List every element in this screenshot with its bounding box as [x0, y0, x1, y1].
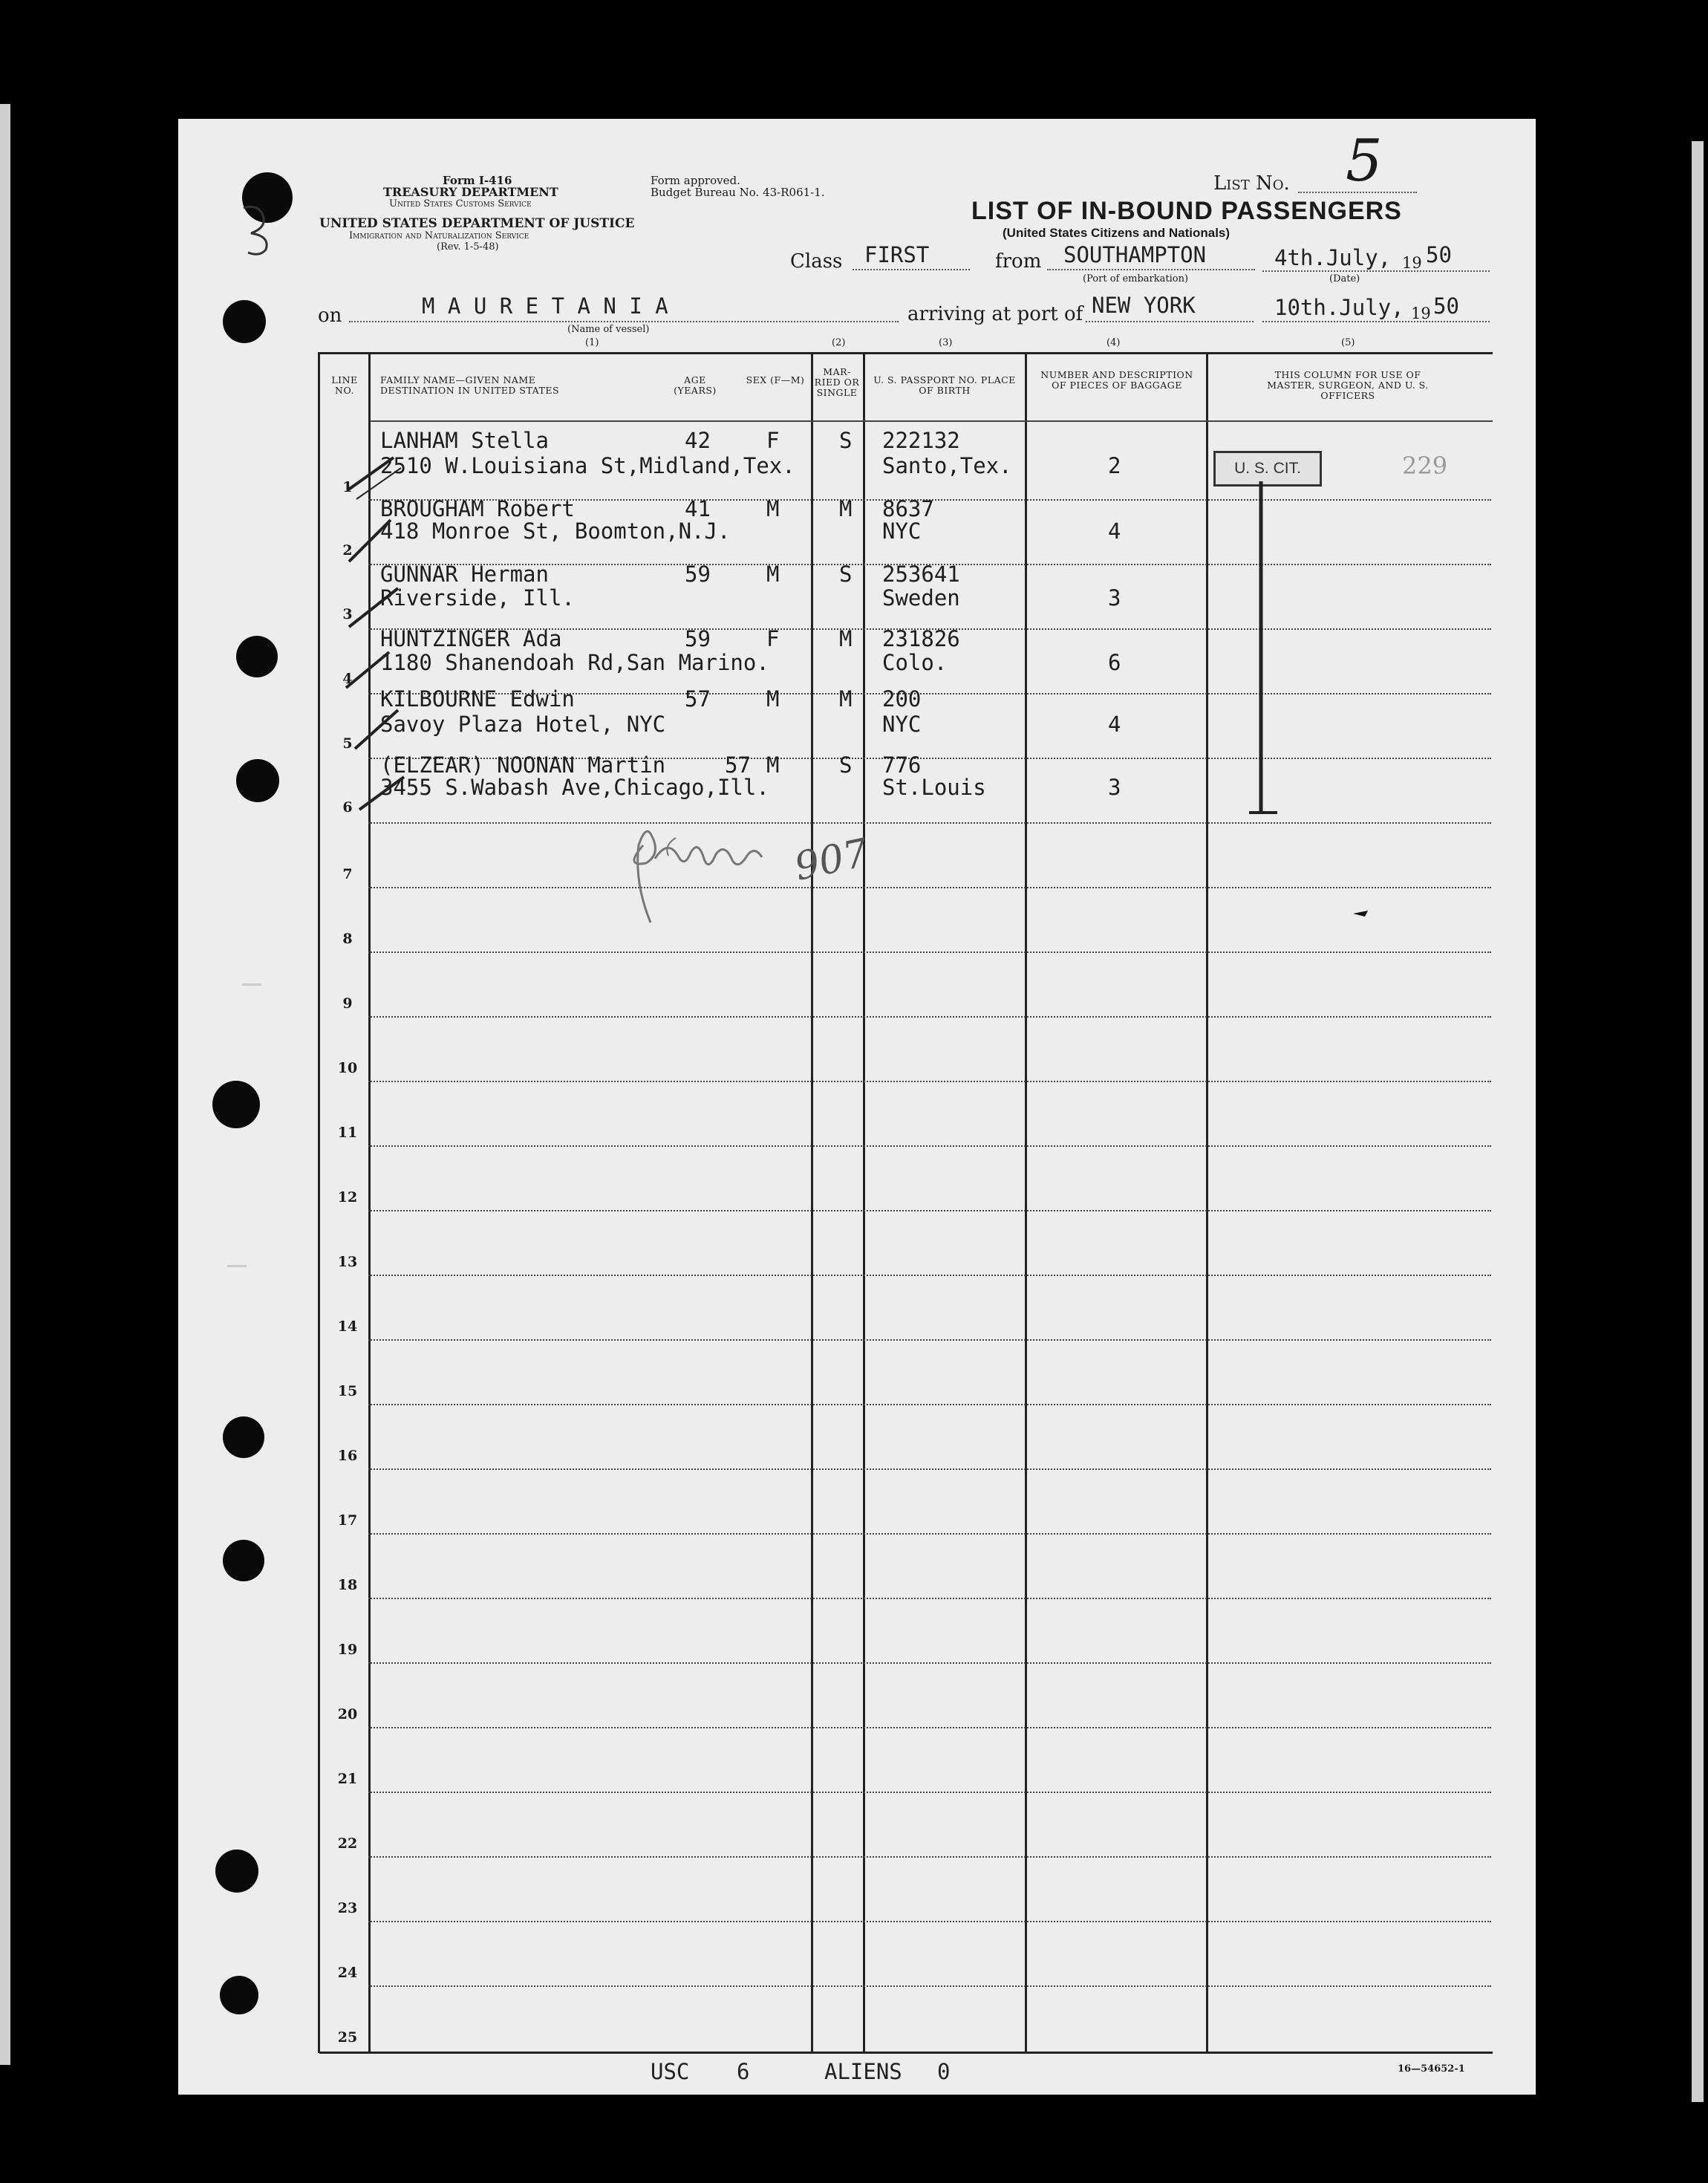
port-embarkation-caption: (Port of embarkation) — [1083, 273, 1189, 284]
treasury-department: TREASURY DEPARTMENT — [383, 185, 558, 199]
passenger-status: M — [839, 496, 853, 521]
header-passport: U. S. PASSPORT NO. PLACE OF BIRTH — [873, 374, 1016, 396]
line-number: 10 — [337, 1060, 358, 1076]
passenger-age: 42 — [685, 428, 711, 453]
line-number: 19 — [337, 1642, 358, 1658]
department-of-justice: UNITED STATES DEPARTMENT OF JUSTICE — [319, 216, 635, 231]
passenger-age: 59 — [685, 626, 711, 651]
line-number: 23 — [337, 1900, 358, 1916]
arrival-year: 50 — [1433, 293, 1459, 319]
binder-hole — [223, 1540, 264, 1581]
passenger-sex: M — [766, 562, 780, 587]
line-number: 22 — [337, 1835, 358, 1852]
left-edge-strip — [0, 104, 10, 2065]
baggage-count: 4 — [1108, 712, 1121, 737]
header-family-name: FAMILY NAME—GIVEN NAME DESTINATION IN UNITED STATES — [380, 374, 560, 396]
passenger-name: (ELZEAR) NOONAN Martin — [380, 752, 666, 778]
class-value: FIRST — [864, 242, 930, 267]
edge-speck — [242, 983, 261, 986]
passport-number: 231826 — [882, 626, 960, 651]
row-separator — [368, 1533, 1491, 1535]
row-separator — [368, 1792, 1491, 1793]
passenger-sex: M — [766, 752, 780, 778]
citizen-bracket — [1248, 481, 1285, 817]
budget-bureau: Budget Bureau No. 43-R061-1. — [651, 186, 825, 199]
passenger-name: GUNNAR Herman — [380, 562, 549, 587]
binder-hole — [223, 1416, 264, 1458]
line-number: 17 — [337, 1512, 358, 1529]
passenger-status: S — [839, 428, 853, 453]
line-number: 1 — [342, 479, 353, 495]
list-no-value: 5 — [1346, 128, 1383, 195]
column-ref-2: (2) — [832, 337, 846, 348]
binder-hole — [212, 1081, 260, 1128]
date-caption: (Date) — [1329, 273, 1360, 284]
column-ref-4: (4) — [1106, 337, 1121, 348]
header-baggage: NUMBER AND DESCRIPTION OF PIECES OF BAGGAGE — [1040, 369, 1193, 391]
margin-scribble — [238, 201, 290, 260]
row-separator — [368, 1598, 1491, 1599]
baggage-count: 4 — [1108, 518, 1121, 544]
departure-date: 4th.July, — [1274, 245, 1392, 270]
line-number: 14 — [337, 1318, 358, 1335]
form-approved: Form approved. — [651, 174, 740, 187]
passenger-address: 418 Monroe St, Boomton,N.J. — [380, 518, 731, 544]
edge-speck — [227, 1265, 247, 1267]
passenger-address: Riverside, Ill. — [380, 585, 575, 611]
vessel-caption: (Name of vessel) — [567, 324, 650, 335]
column-ref-3: (3) — [939, 337, 953, 348]
passenger-status: M — [839, 626, 853, 651]
place-of-birth: Colo. — [882, 650, 948, 675]
passenger-status: S — [839, 562, 853, 587]
handwritten-note: 907 — [790, 830, 873, 890]
table-bottom-border — [319, 2052, 1493, 2054]
table-left-border — [318, 352, 320, 2053]
usc-label: USC — [651, 2059, 690, 2084]
officer-number: 229 — [1402, 452, 1448, 480]
header-sex: SEX (F—M) — [746, 374, 805, 385]
place-of-birth: Sweden — [882, 585, 960, 611]
passenger-age: 57 — [725, 752, 751, 778]
passenger-address: 3455 S.Wabash Ave,Chicago,Ill. — [380, 775, 769, 800]
form-revision: (Rev. 1-5-48) — [437, 241, 499, 253]
passenger-name: LANHAM Stella — [380, 428, 549, 453]
arrival-year-prefix: 19 — [1411, 305, 1431, 322]
baggage-count: 3 — [1108, 585, 1121, 611]
from-label: from — [995, 250, 1042, 273]
class-underline — [853, 269, 970, 270]
print-code: 16—54652-1 — [1398, 2063, 1465, 2075]
vessel-name: M A U R E T A N I A — [422, 293, 668, 319]
passenger-age: 59 — [685, 562, 711, 587]
passenger-sex: F — [766, 626, 780, 651]
passenger-sex: M — [766, 496, 780, 521]
passenger-name: HUNTZINGER Ada — [380, 626, 562, 651]
aliens-count: 0 — [937, 2059, 951, 2084]
aliens-label: ALIENS — [824, 2059, 902, 2084]
header-married: MAR-RIED OR SINGLE — [814, 366, 860, 398]
row-separator — [368, 1081, 1491, 1082]
manifest-page — [178, 119, 1536, 2095]
from-underline — [1047, 269, 1255, 270]
line-number: 13 — [337, 1254, 358, 1270]
passenger-sex: M — [766, 686, 780, 712]
manifest-subtitle: (United States Citizens and Nationals) — [1003, 226, 1231, 240]
vessel-underline — [349, 321, 899, 322]
passenger-status: S — [839, 752, 853, 778]
arrival-date: 10th.July, — [1274, 295, 1404, 320]
row-separator — [368, 1921, 1491, 1922]
row-separator — [368, 1275, 1491, 1276]
binder-hole — [236, 636, 278, 677]
binder-hole — [236, 759, 279, 802]
row-separator — [368, 887, 1491, 888]
row-separator — [368, 1210, 1491, 1211]
passenger-status: M — [839, 686, 853, 712]
arriving-label: arriving at port of — [907, 303, 1083, 325]
passport-number: 776 — [882, 752, 922, 778]
manifest-title: LIST OF IN-BOUND PASSENGERS — [971, 197, 1402, 225]
line-number: 9 — [342, 995, 353, 1012]
place-of-birth: St.Louis — [882, 775, 986, 800]
baggage-count: 6 — [1108, 650, 1121, 675]
row-separator — [368, 1016, 1491, 1018]
form-id: Form I-416 — [443, 174, 512, 187]
row-separator — [368, 822, 1491, 824]
header-bottom-rule — [370, 420, 1493, 422]
column-ref-1: (1) — [585, 337, 599, 348]
row-separator — [368, 951, 1491, 953]
row-separator — [368, 1985, 1491, 1987]
row-separator — [368, 1727, 1491, 1728]
place-of-birth: NYC — [882, 712, 922, 737]
departure-year-prefix: 19 — [1402, 254, 1422, 272]
binder-hole — [220, 1976, 258, 2014]
list-no-label: List No. — [1213, 172, 1290, 195]
passport-right-divider — [1025, 352, 1027, 2053]
passenger-name: KILBOURNE Edwin — [380, 686, 575, 712]
passenger-age: 41 — [685, 496, 711, 521]
arrival-port-underline — [1086, 321, 1254, 322]
passenger-address: 2510 W.Louisiana St,Midland,Tex. — [380, 453, 795, 478]
baggage-count: 3 — [1108, 775, 1121, 800]
header-age: AGE (YEARS) — [674, 374, 717, 396]
line-number: 16 — [337, 1448, 358, 1464]
right-edge-strip — [1692, 141, 1704, 2102]
status-left-divider — [811, 352, 813, 2053]
ink-mark — [1352, 908, 1374, 920]
line-number: 12 — [337, 1189, 358, 1206]
row-separator — [368, 1856, 1491, 1858]
line-number: 2 — [342, 542, 353, 559]
passport-number: 200 — [882, 686, 922, 712]
line-number: 11 — [337, 1125, 358, 1141]
usc-count: 6 — [737, 2059, 750, 2084]
line-number: 8 — [342, 931, 353, 947]
on-label: on — [318, 305, 342, 327]
inspector-signature — [616, 816, 787, 934]
passport-number: 8637 — [882, 496, 934, 521]
place-of-birth: Santo,Tex. — [882, 453, 1012, 478]
us-citizen-stamp: U. S. CIT. — [1213, 451, 1322, 487]
passenger-address: Savoy Plaza Hotel, NYC — [380, 712, 666, 737]
line-number: 21 — [337, 1771, 358, 1787]
binder-hole — [215, 1849, 258, 1893]
ins-service: Immigration and Naturalization Service — [349, 230, 529, 241]
row-separator — [368, 1662, 1491, 1664]
line-number: 7 — [342, 866, 353, 882]
row-separator — [368, 1404, 1491, 1405]
arrival-date-underline — [1262, 321, 1490, 322]
line-number: 24 — [337, 1965, 358, 1981]
table-top-border — [319, 352, 1493, 354]
passenger-sex: F — [766, 428, 780, 453]
departure-year: 50 — [1426, 242, 1452, 267]
line-number: 4 — [342, 671, 353, 687]
binder-hole — [223, 300, 266, 343]
row-separator — [368, 1468, 1491, 1470]
line-number: 3 — [342, 606, 353, 622]
row-separator — [368, 1145, 1491, 1147]
passenger-name: BROUGHAM Robert — [380, 496, 575, 521]
port-of-embarkation: SOUTHAMPTON — [1063, 242, 1207, 267]
customs-service: United States Customs Service — [389, 198, 532, 209]
baggage-count: 2 — [1108, 453, 1121, 478]
place-of-birth: NYC — [882, 518, 922, 544]
status-right-divider — [863, 352, 865, 2053]
line-number: 15 — [337, 1383, 358, 1399]
line-number: 5 — [342, 735, 353, 752]
header-officers: THIS COLUMN FOR USE OF MASTER, SURGEON, AND U. S. OFFICERS — [1267, 369, 1429, 401]
arrival-port: NEW YORK — [1092, 293, 1196, 318]
column-ref-5: (5) — [1341, 337, 1355, 348]
baggage-right-divider — [1206, 352, 1208, 2053]
passport-number: 253641 — [882, 562, 960, 587]
passenger-age: 57 — [685, 686, 711, 712]
header-line-no: LINE NO. — [331, 374, 358, 396]
check-marks — [327, 416, 490, 817]
line-number: 20 — [337, 1706, 358, 1722]
date-underline — [1262, 270, 1490, 272]
line-number: 18 — [337, 1577, 358, 1593]
line-number: 6 — [342, 799, 353, 816]
row-separator — [368, 1339, 1491, 1341]
line-number: 25 — [337, 2029, 358, 2046]
passenger-address: 1180 Shanendoah Rd,San Marino. — [380, 650, 769, 675]
passport-number: 222132 — [882, 428, 960, 453]
class-label: Class — [790, 250, 843, 273]
